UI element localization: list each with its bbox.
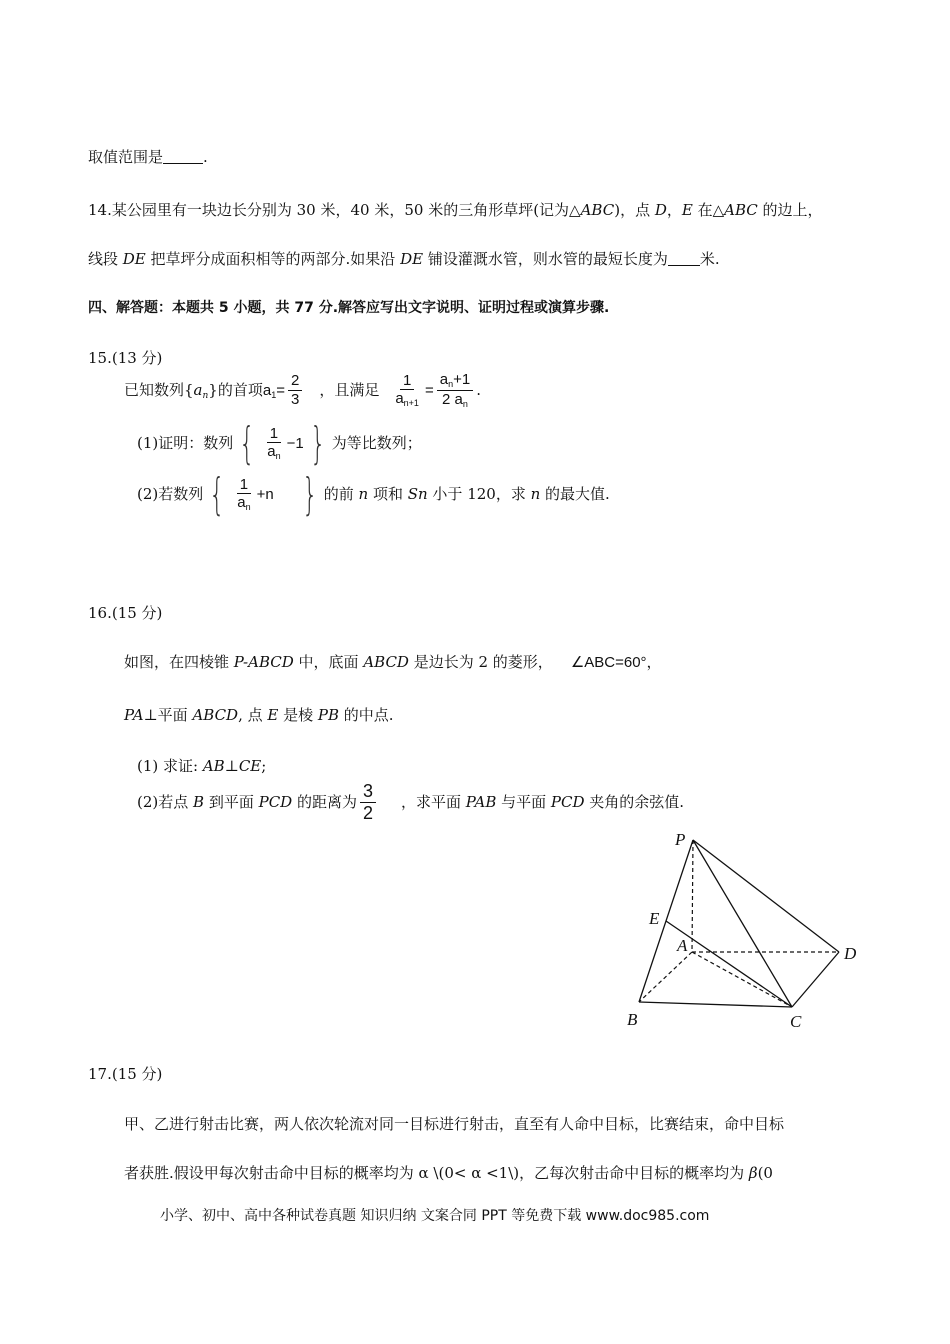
q17-line2 (124, 1162, 773, 1183)
q14-text: 的边上， (757, 201, 823, 219)
q16-text: 如图，在四棱锥 (124, 653, 234, 671)
edge-CD (792, 952, 839, 1007)
fraction-sub: n (448, 379, 454, 389)
label-D: D (844, 944, 857, 963)
edge-BC (639, 1002, 792, 1007)
fraction-part: a (237, 494, 246, 512)
q14-answer-blank (668, 250, 700, 266)
q16-line2 (124, 704, 394, 725)
fraction-numerator: 1 (267, 426, 281, 444)
fraction-sub: n+1 (403, 398, 419, 409)
segment-EC (666, 921, 792, 1007)
q16-angle: ∠ABC=60° (570, 654, 647, 671)
q15-part1 (137, 418, 422, 469)
q14-math: ABC (724, 201, 758, 219)
label-C: C (790, 1012, 802, 1031)
q16-math: ABCD (192, 706, 239, 724)
q16-line1 (124, 651, 662, 672)
q14-math: DE (122, 250, 146, 268)
q14-text: 米. (699, 250, 720, 268)
fraction-part: a (439, 371, 449, 388)
q15-p2-fraction (234, 477, 253, 513)
q16-text: ⊥平面 (143, 706, 193, 724)
q14-math: ABC (580, 201, 615, 219)
q15-intro (124, 372, 481, 410)
fraction-numerator (437, 372, 473, 391)
fraction-part: 2 a (442, 390, 463, 408)
q13-end: . (203, 148, 208, 166)
q15-text: (1)证明：数列 (137, 434, 234, 452)
q17-text: (0 (757, 1164, 773, 1182)
q16-math: P-ABCD (233, 653, 294, 671)
segment-AC (692, 952, 792, 1007)
label-P: P (675, 830, 686, 849)
q15-math: +n (256, 486, 274, 503)
q15-math-sub: n (202, 390, 209, 401)
q16-math: E (267, 706, 279, 724)
q16-text: 中，底面 (293, 653, 364, 671)
fraction-numerator: 2 (288, 373, 302, 391)
q13-line (88, 146, 208, 167)
right-brace: } (310, 418, 326, 469)
q14-text: 铺设灌溉水管，则水管的最短长度为 (423, 250, 668, 268)
fraction-part: a (395, 390, 404, 408)
q15-text: 的前 (323, 485, 359, 503)
fraction-denominator: 2 (363, 802, 374, 823)
q15-part2 (137, 469, 610, 520)
q16-text: , 点 (238, 706, 268, 724)
q14-line2 (88, 248, 720, 269)
q14-line1 (88, 199, 823, 220)
q15-math: a (193, 380, 203, 399)
q16-math: PB (317, 706, 340, 724)
edge-PC (693, 840, 792, 1007)
q16-part2 (137, 782, 684, 824)
q16-header: 16.(15 分) (88, 604, 163, 622)
q15-text: 的最大值. (540, 485, 610, 503)
label-B: B (627, 1010, 638, 1029)
q15-text: 项和 (368, 485, 408, 503)
q15-p1-fraction (264, 426, 283, 462)
q16-math: AB (202, 757, 225, 775)
q16-math: B (193, 792, 205, 811)
q17-text: 者获胜.假设甲每次射击命中目标的概率均为 α \(0< α <1\)，乙每次射击命中目标的概率均为 (124, 1164, 749, 1182)
q16-text: 是棱 (278, 706, 318, 724)
q16-math: PCD (258, 792, 293, 811)
q15-text: 小于 120，求 (427, 485, 531, 503)
fraction-numerator: 1 (400, 373, 414, 391)
q17-math: β (748, 1164, 758, 1182)
q15-math: n (358, 485, 369, 503)
label-A: A (677, 936, 688, 955)
q15-header: 15.(13 分) (88, 349, 163, 367)
label-E: E (649, 909, 660, 928)
q15-math: = (276, 381, 285, 399)
q14-math: E (681, 201, 693, 219)
page-footer: 小学、初中、高中各种试卷真题 知识归纳 文案合同 PPT 等免费下载 www.doc985.com (160, 1208, 710, 1224)
q17-line1: 甲、乙进行射击比赛，两人依次轮流对同一目标进行射击，直至有人命中目标，比赛结束，命中目标 (124, 1115, 785, 1133)
q16-text: 的距离为 (292, 792, 357, 811)
q16-math: ABCD (363, 653, 409, 671)
q13-text: 取值范围是 (88, 148, 164, 166)
q15-math: Sn (407, 485, 428, 503)
fraction-part: +1 (453, 371, 471, 388)
fraction-sub: n (275, 451, 281, 462)
q16-text: 的中点. (339, 706, 394, 724)
fraction-numerator: 1 (237, 477, 251, 495)
q15-text: }的首项 (208, 380, 263, 399)
right-brace: } (302, 469, 318, 520)
fraction-denominator: 3 (290, 390, 300, 408)
q15-a1-fraction (288, 373, 302, 408)
fraction-denominator (439, 391, 471, 410)
q14-math: D (654, 201, 667, 219)
q14-text: )，点 (614, 201, 655, 219)
q14-text: 把草坪分成面积相等的两部分.如果沿 (145, 250, 401, 268)
q16-text: ; (261, 757, 267, 775)
q15-text: . (476, 380, 481, 399)
section-heading: 四、解答题：本题共 5 小题，共 77 分.解答应写出文字说明、证明过程或演算步骤. (88, 300, 610, 316)
q15-text: 为等比数列； (331, 434, 422, 452)
q16-math: PA (124, 706, 144, 724)
fraction-numerator: 3 (360, 782, 376, 803)
fraction-denominator (234, 494, 253, 513)
fraction-part: a (267, 443, 276, 461)
q16-text: 夹角的余弦值. (584, 792, 685, 811)
q16-text: ， (646, 653, 662, 671)
fraction-denominator (392, 390, 422, 409)
fraction-sub: n (245, 502, 251, 513)
q13-answer-blank (163, 148, 203, 164)
q16-math: PAB (465, 792, 497, 811)
q15-math: −1 (286, 435, 304, 452)
edge-PA (692, 840, 693, 952)
q14-text: 在△ (692, 201, 725, 219)
q14-math: DE (400, 250, 424, 268)
q16-distance-fraction (360, 782, 376, 824)
q16-text: 到平面 (204, 792, 259, 811)
pyramid-figure (615, 825, 875, 1035)
q15-text: ，且满足 (319, 380, 380, 399)
q16-text: (2)若点 (137, 792, 194, 811)
q16-text: (1) 求证: (137, 757, 203, 775)
left-brace: { (239, 418, 255, 469)
fraction-sub: n (462, 398, 468, 409)
q16-text: ⊥ (224, 757, 239, 775)
q16-part1 (137, 755, 266, 776)
q14-text: 线段 (88, 250, 123, 268)
q15-text: (2)若数列 (137, 485, 204, 503)
q16-math: PCD (550, 792, 585, 811)
q16-text: ，求平面 (401, 792, 466, 811)
q15-math: a (262, 381, 272, 399)
q15-math: n (530, 485, 541, 503)
q15-rel-left-fraction (392, 373, 422, 409)
q17-header: 17.(15 分) (88, 1065, 163, 1083)
q16-text: 与平面 (496, 792, 551, 811)
fraction-denominator (264, 443, 283, 462)
q14-text: 14.某公园里有一块边长分别为 30 米，40 米，50 米的三角形草坪(记为△ (88, 201, 581, 219)
edge-PD (693, 840, 839, 952)
q14-text: ， (666, 201, 682, 219)
q15-math: = (424, 381, 434, 399)
left-brace: { (209, 469, 225, 520)
q16-text: 是边长为 2 的菱形， (408, 653, 553, 671)
q15-math-sub: 1 (271, 389, 277, 400)
q16-math: CE (238, 757, 262, 775)
q15-text: 已知数列{ (124, 380, 194, 399)
q15-rel-right-fraction (437, 372, 473, 410)
